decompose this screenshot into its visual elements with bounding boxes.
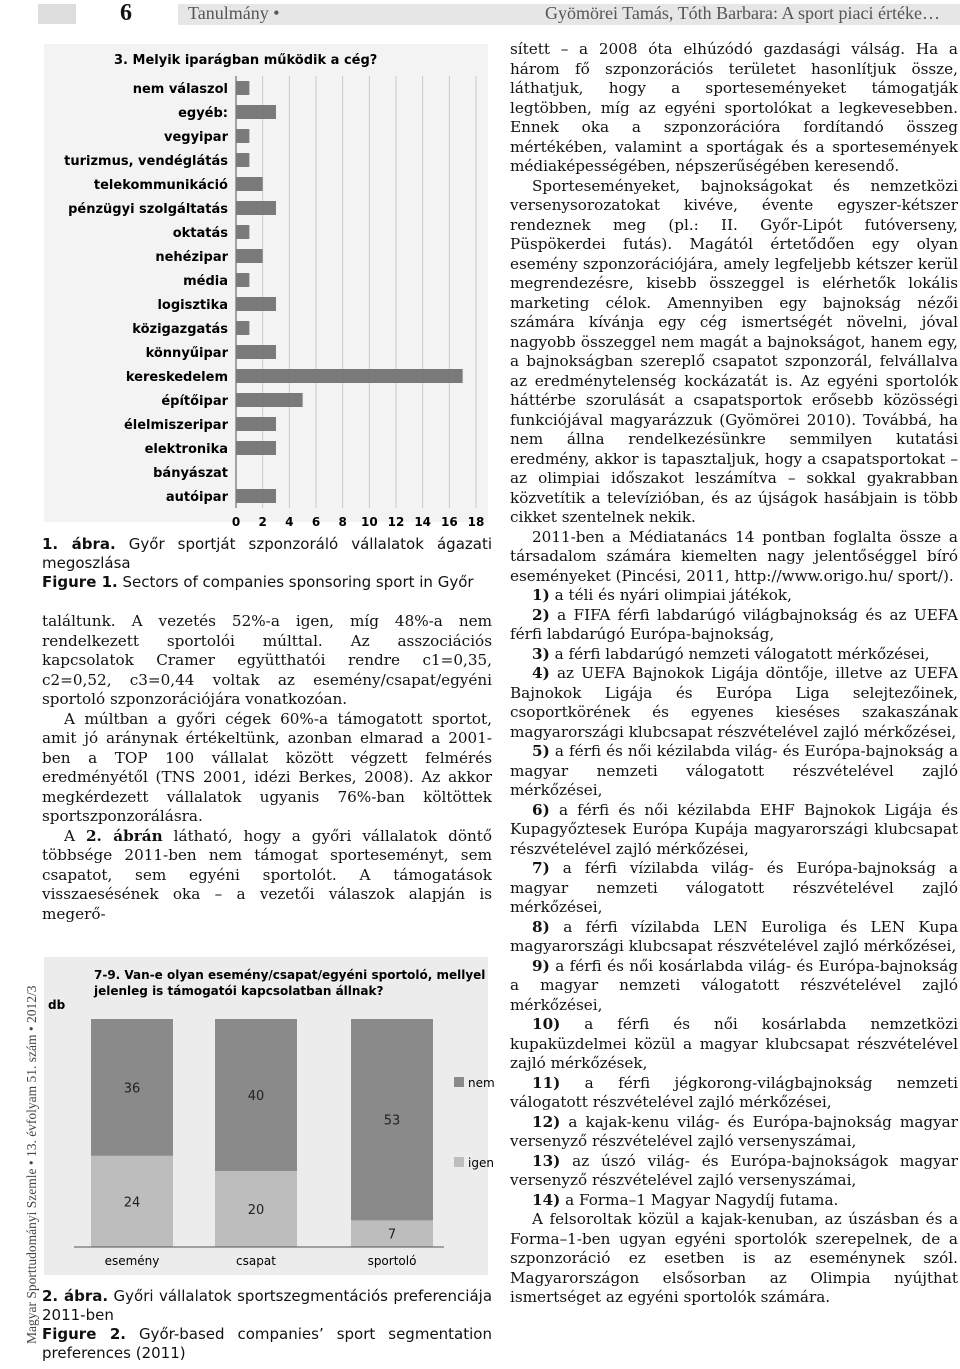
figure-1-bar	[236, 273, 249, 287]
page-number: 6	[120, 0, 132, 26]
figure-1-x-tick: 4	[285, 515, 294, 529]
paragraph-right-1: sített – a 2008 óta elhúzódó gazdasági válság. Ha a három fő szponzorációs területet hasonlítjuk össze, láthatjuk, hogy a sporteseményeket támogatják legtöbben, míg az egyéni sportolókat a legkevesebben. Ennek oka a szponzorációra fordítandó összeg mértékében, valamint a sportágak és a sportesemények médiaképességében, népszerűségében keresendő.	[510, 40, 958, 175]
event-list-text: a téli és nyári olimpiai játékok,	[549, 586, 792, 604]
figure-2-title: 7-9. Van-e olyan esemény/csapat/egyéni sportoló, mellyel	[94, 968, 486, 982]
figure-1-bar	[236, 225, 249, 239]
figure-1-x-tick: 8	[338, 515, 347, 529]
figure-1-bar	[236, 177, 263, 191]
event-list-text: az úszó világ- és Európa-bajnokságok magyar versenyző részvételével zajló versenyszámai,	[510, 1151, 958, 1189]
event-list-item	[510, 664, 958, 742]
figure-2-legend-label: igen	[468, 1156, 494, 1170]
figure-1-caption-hu: Győr sportját szponzoráló vállalatok ágazati megoszlása	[42, 535, 492, 572]
figure-2-legend-swatch	[454, 1077, 464, 1087]
figure-2-data-label: 40	[247, 1089, 265, 1104]
figure-1-bar	[236, 321, 249, 335]
event-list-text: a férfi és női kézilabda EHF Bajnokok Ligája és Kupagyőztesek Európa Kupája magyarországi klubcsapat részvételével zajló mérkőzései,	[510, 800, 958, 858]
event-list-number: 7)	[532, 859, 550, 877]
figure-1-title: 3. Melyik iparágban működik a cég?	[114, 53, 378, 68]
event-list-item	[510, 1191, 958, 1211]
event-list-text: a férfi és női kosárlabda nemzetközi kupaküzdelmei közül a magyar klubcsapat részvételével zajló mérkőzések,	[510, 1015, 958, 1072]
figure-1-bar	[236, 81, 249, 95]
event-list-item	[510, 1015, 958, 1074]
figure-1-x-tick: 18	[467, 515, 485, 529]
event-list-number: 2)	[532, 605, 550, 624]
figure-2-data-label: 53	[383, 1113, 401, 1129]
figure-1-category-label: vegyipar	[163, 130, 228, 145]
paragraph-left-3	[42, 827, 492, 925]
event-list-item	[510, 1113, 958, 1152]
figure-2-svg	[44, 957, 495, 1275]
figure-1-category-label: építőipar	[161, 394, 228, 409]
event-list-number: 5)	[532, 742, 550, 760]
figure-2-label: 2. ábra.	[42, 1287, 109, 1305]
p3-b: látható, hogy a győri vállalatok döntő többsége 2011-ben nem támogat sporteseményt, sem csapatot, sem egyéni sportolót. A támogatások visszaesésének oka – a vezetői válaszok alapján is megerő-	[42, 826, 492, 923]
running-header	[38, 0, 960, 30]
figure-2-category-label: sportoló	[367, 1254, 417, 1268]
figure-1-x-tick: 6	[311, 515, 321, 529]
event-list-item	[510, 1152, 958, 1191]
figure-1-bar	[236, 105, 276, 119]
event-list-item	[510, 645, 958, 665]
figure-1-bar	[236, 417, 276, 431]
figure-1-category-label: oktatás	[172, 226, 228, 241]
event-list-number: 12)	[532, 1112, 561, 1131]
figure-1-bar	[236, 369, 463, 383]
figure-1-bar	[236, 345, 276, 359]
figure-1-x-tick: 16	[440, 515, 458, 529]
event-list-text: a férfi és női kézilabda világ- és Európa-bajnokság a magyar nemzeti válogatott részvételével zajló mérkőzései,	[510, 742, 958, 799]
figure-2-chart	[44, 957, 495, 1275]
figure-2-legend-label: nem	[468, 1076, 495, 1090]
event-list-item	[510, 606, 958, 645]
figure-2-category-label: csapat	[236, 1254, 276, 1268]
figure-1-category-label: egyéb:	[178, 106, 228, 121]
journal-spine	[4, 930, 39, 1360]
event-list-number: 9)	[532, 956, 550, 975]
figure-1-category-label: média	[183, 274, 228, 289]
paragraph-left-2: A múltban a győri cégek 60%-a támogatott sportot, amit jó aránynak értékeltünk, azonban elmarad a 2001-ben a TOP 100 vállalat között végzett felmérés eredményétől (TNS 2001, idézi Berkes, 2008). Az akkor megkérdezett vállalatok ugyanis 76%-ban költöttek sportszponzorálásra.	[42, 709, 492, 825]
figure-1-category-label: bányászat	[153, 466, 228, 481]
spine-text: Magyar Sporttudományi Szemle • 13. évfolyam 51. szám • 2012/3	[24, 985, 39, 1344]
event-list-item	[510, 801, 958, 860]
figure-1-bar	[236, 129, 249, 143]
figure-1-category-label: élelmiszeripar	[123, 418, 228, 433]
figure-1-x-tick: 12	[387, 515, 405, 529]
event-list-text: a Forma–1 Magyar Nagydíj futama.	[560, 1190, 839, 1209]
figure-2-caption	[42, 1287, 492, 1325]
figure-2-data-label: 7	[387, 1227, 397, 1243]
figure-1-category-label: pénzügyi szolgáltatás	[68, 202, 228, 217]
figure-1-bar	[236, 489, 276, 503]
figure-1-category-label: turizmus, vendéglátás	[64, 154, 228, 169]
figure-1-category-label: nehézipar	[155, 250, 228, 265]
paragraph-right-2: Sporteseményeket, bajnokságokat és nemzetközi versenysorozatokat kivéve, évente egyszer-kétszer rendeznek meg (pl.: II. Győr-Lipót futóverseny, Püspökerdei futás). Magától értetődően egy olyan esemény szponzorációjára, amely legfeljebb kétszer kerül megrendezésre, kisebb összeggel is elérhetők lokális marketing célok. Amennyiben egy bajnokság nézői számára kívánja egy cég ismertségét növelni, jóval nagyobb összeggel nem magát a bajnokságot, hanem egy, a bajnokságban szereplő csapatot szponzorál, felvállalva az eredménytelenség kockázatát is. Az egyéni sportolók háttérbe szorulását a csapatsportok erősebb közösségi funkciójával magyarázzuk (Gyömörei 2010). Továbbá, ha nem állna rendelkezésünkre semmilyen kutatási eredmény, akkor is tapasztaljuk, hogy a csapatsportokat – az olimpiai időszakot leszámítva – sokkal gyakrabban közvetítik a televízióban, és az újságok hasábjain is több cikket szentelnek nekik.	[510, 176, 958, 526]
event-list	[510, 586, 958, 1210]
event-list-text: a kajak-kenu világ- és Európa-bajnokság magyar versenyző részvételével zajló versenyszámai,	[510, 1112, 958, 1150]
event-list-text: a férfi és női kosárlabda világ- és Európa-bajnokság a magyar nemzeti válogatott részvételével zajló mérkőzései,	[510, 956, 958, 1014]
event-list-item	[510, 1074, 958, 1113]
p3-a: A	[64, 826, 86, 845]
figure-1-chart	[44, 44, 488, 529]
paragraph-right-4: A felsoroltak közül a kajak-kenuban, az úszásban és a Forma–1-ben ugyan egyéni sportolók szerepelnek, de a szponzoráció ez esetben is az eseménynek szól. Magyarországon elsősorban az Olimpia nyújthat ismertséget az egyéni sportolók számára.	[510, 1210, 958, 1306]
figure-2-caption-en: Győr-based companies’ sport segmentation preferences (2011)	[42, 1325, 492, 1362]
figure-1-caption-en: Sectors of companies sponsoring sport in Győr	[122, 573, 474, 591]
event-list-item	[510, 957, 958, 1016]
left-column	[42, 535, 492, 924]
figure-1-bar	[236, 441, 276, 455]
figure-1-bar	[236, 297, 276, 311]
section-label: Tanulmány •	[188, 3, 280, 23]
figure-2-data-label: 36	[123, 1081, 141, 1097]
paragraph-left-1: találtunk. A vezetés 52%-a igen, míg 48%-a nem rendelkezett sportolói múlttal. Az asszociációs kapcsolatok Cramer együtthatói rendre c1=0,35, c2=0,52, c3=0,44 voltak az esemény/csapat/egyéni sportoló szponzorációjára vonatkozóan.	[42, 612, 492, 708]
figure-1-category-label: könnyűipar	[145, 346, 228, 361]
figure-1-svg	[44, 44, 488, 529]
figure-2-title-line2: jelenleg is támogatói kapcsolatban állnak?	[94, 984, 384, 998]
event-list-number: 6)	[532, 800, 550, 819]
figure-1-category-label: logisztika	[157, 298, 228, 313]
figure-1-category-label: közigazgatás	[132, 322, 228, 337]
figure-2-caption-block	[42, 1287, 492, 1363]
figure-1-category-label: kereskedelem	[125, 370, 228, 385]
event-list-number: 8)	[532, 917, 550, 936]
event-list-item	[510, 742, 958, 801]
event-list-number: 3)	[532, 644, 550, 663]
figure-1-category-label: nem válaszol	[132, 82, 228, 97]
event-list-item	[510, 859, 958, 918]
figure-2-caption-en-block	[42, 1325, 492, 1363]
figure-2-ylabel: db	[48, 998, 66, 1012]
figure-2-caption-hu: Győri vállalatok sportszegmentációs preferenciája 2011-ben	[42, 1287, 493, 1324]
event-list-number: 14)	[532, 1190, 561, 1209]
event-list-text: a férfi vízilabda világ- és Európa-bajnokság a magyar nemzeti válogatott részvételével zajló mérkőzései,	[510, 859, 958, 916]
figure-1-bar	[236, 153, 249, 167]
figure-1-x-tick: 0	[231, 515, 241, 529]
figure-1-x-tick: 14	[414, 515, 432, 529]
figure-1-category-label: telekommunikáció	[93, 178, 228, 193]
event-list-number: 4)	[532, 664, 550, 682]
figure-2-label-en: Figure 2.	[42, 1325, 126, 1343]
figure-2-data-label: 24	[123, 1195, 141, 1211]
figure-1-caption-en-block	[42, 573, 492, 592]
figure-1-label: 1. ábra.	[42, 535, 116, 553]
p3-bold: 2. ábrán	[85, 826, 163, 845]
figure-1-bar	[236, 201, 276, 215]
figure-1-category-label: elektronika	[144, 442, 228, 457]
event-list-text: a FIFA férfi labdarúgó világbajnokság és az UEFA férfi labdarúgó Európa-bajnokság,	[510, 605, 958, 643]
figure-2-data-label: 20	[247, 1203, 265, 1218]
figure-1-x-tick: 2	[258, 515, 267, 529]
event-list-number: 1)	[532, 586, 550, 604]
event-list-item	[510, 586, 958, 606]
running-title: Gyömörei Tamás, Tóth Barbara: A sport piaci értéke…	[545, 3, 940, 23]
event-list-number: 13)	[532, 1151, 561, 1170]
figure-2-category-label: esemény	[104, 1254, 160, 1268]
figure-2-legend-swatch	[454, 1157, 464, 1167]
event-list-text: a férfi labdarúgó nemzeti válogatott mérkőzései,	[549, 644, 930, 663]
figure-1-label-en: Figure 1.	[42, 573, 118, 591]
event-list-number: 10)	[532, 1015, 561, 1033]
figure-1-caption	[42, 535, 492, 573]
event-list-text: a férfi jégkorong-világbajnokság nemzeti válogatott részvételével zajló mérkőzései,	[510, 1073, 958, 1111]
event-list-item	[510, 918, 958, 957]
figure-1-bar	[236, 249, 263, 263]
header-box	[38, 4, 76, 24]
event-list-number: 11)	[532, 1073, 561, 1092]
figure-1-bar	[236, 393, 303, 407]
event-list-text: az UEFA Bajnokok Ligája döntője, illetve az UEFA Bajnokok Ligája és Európa Liga selejtezőinek, csoportkörének és egyenes kieséses szakaszának magyarországi klubcsapat részvételével zajló mérkőzései,	[510, 664, 958, 741]
paragraph-right-3: 2011-ben a Médiatanács 14 pontban foglalta össze a társadalom számára kiemelten nagy jelentőséggel bíró eseményeket (Pincési, 2011, http://www.origo.hu/ sport/).	[510, 527, 958, 585]
right-column	[510, 40, 958, 1308]
figure-1-x-tick: 10	[360, 515, 378, 529]
event-list-text: a férfi vízilabda LEN Euroliga és LEN Kupa magyarországi klubcsapat részvételével zajló mérkőzései,	[510, 917, 958, 955]
figure-1-category-label: autóipar	[165, 490, 228, 505]
